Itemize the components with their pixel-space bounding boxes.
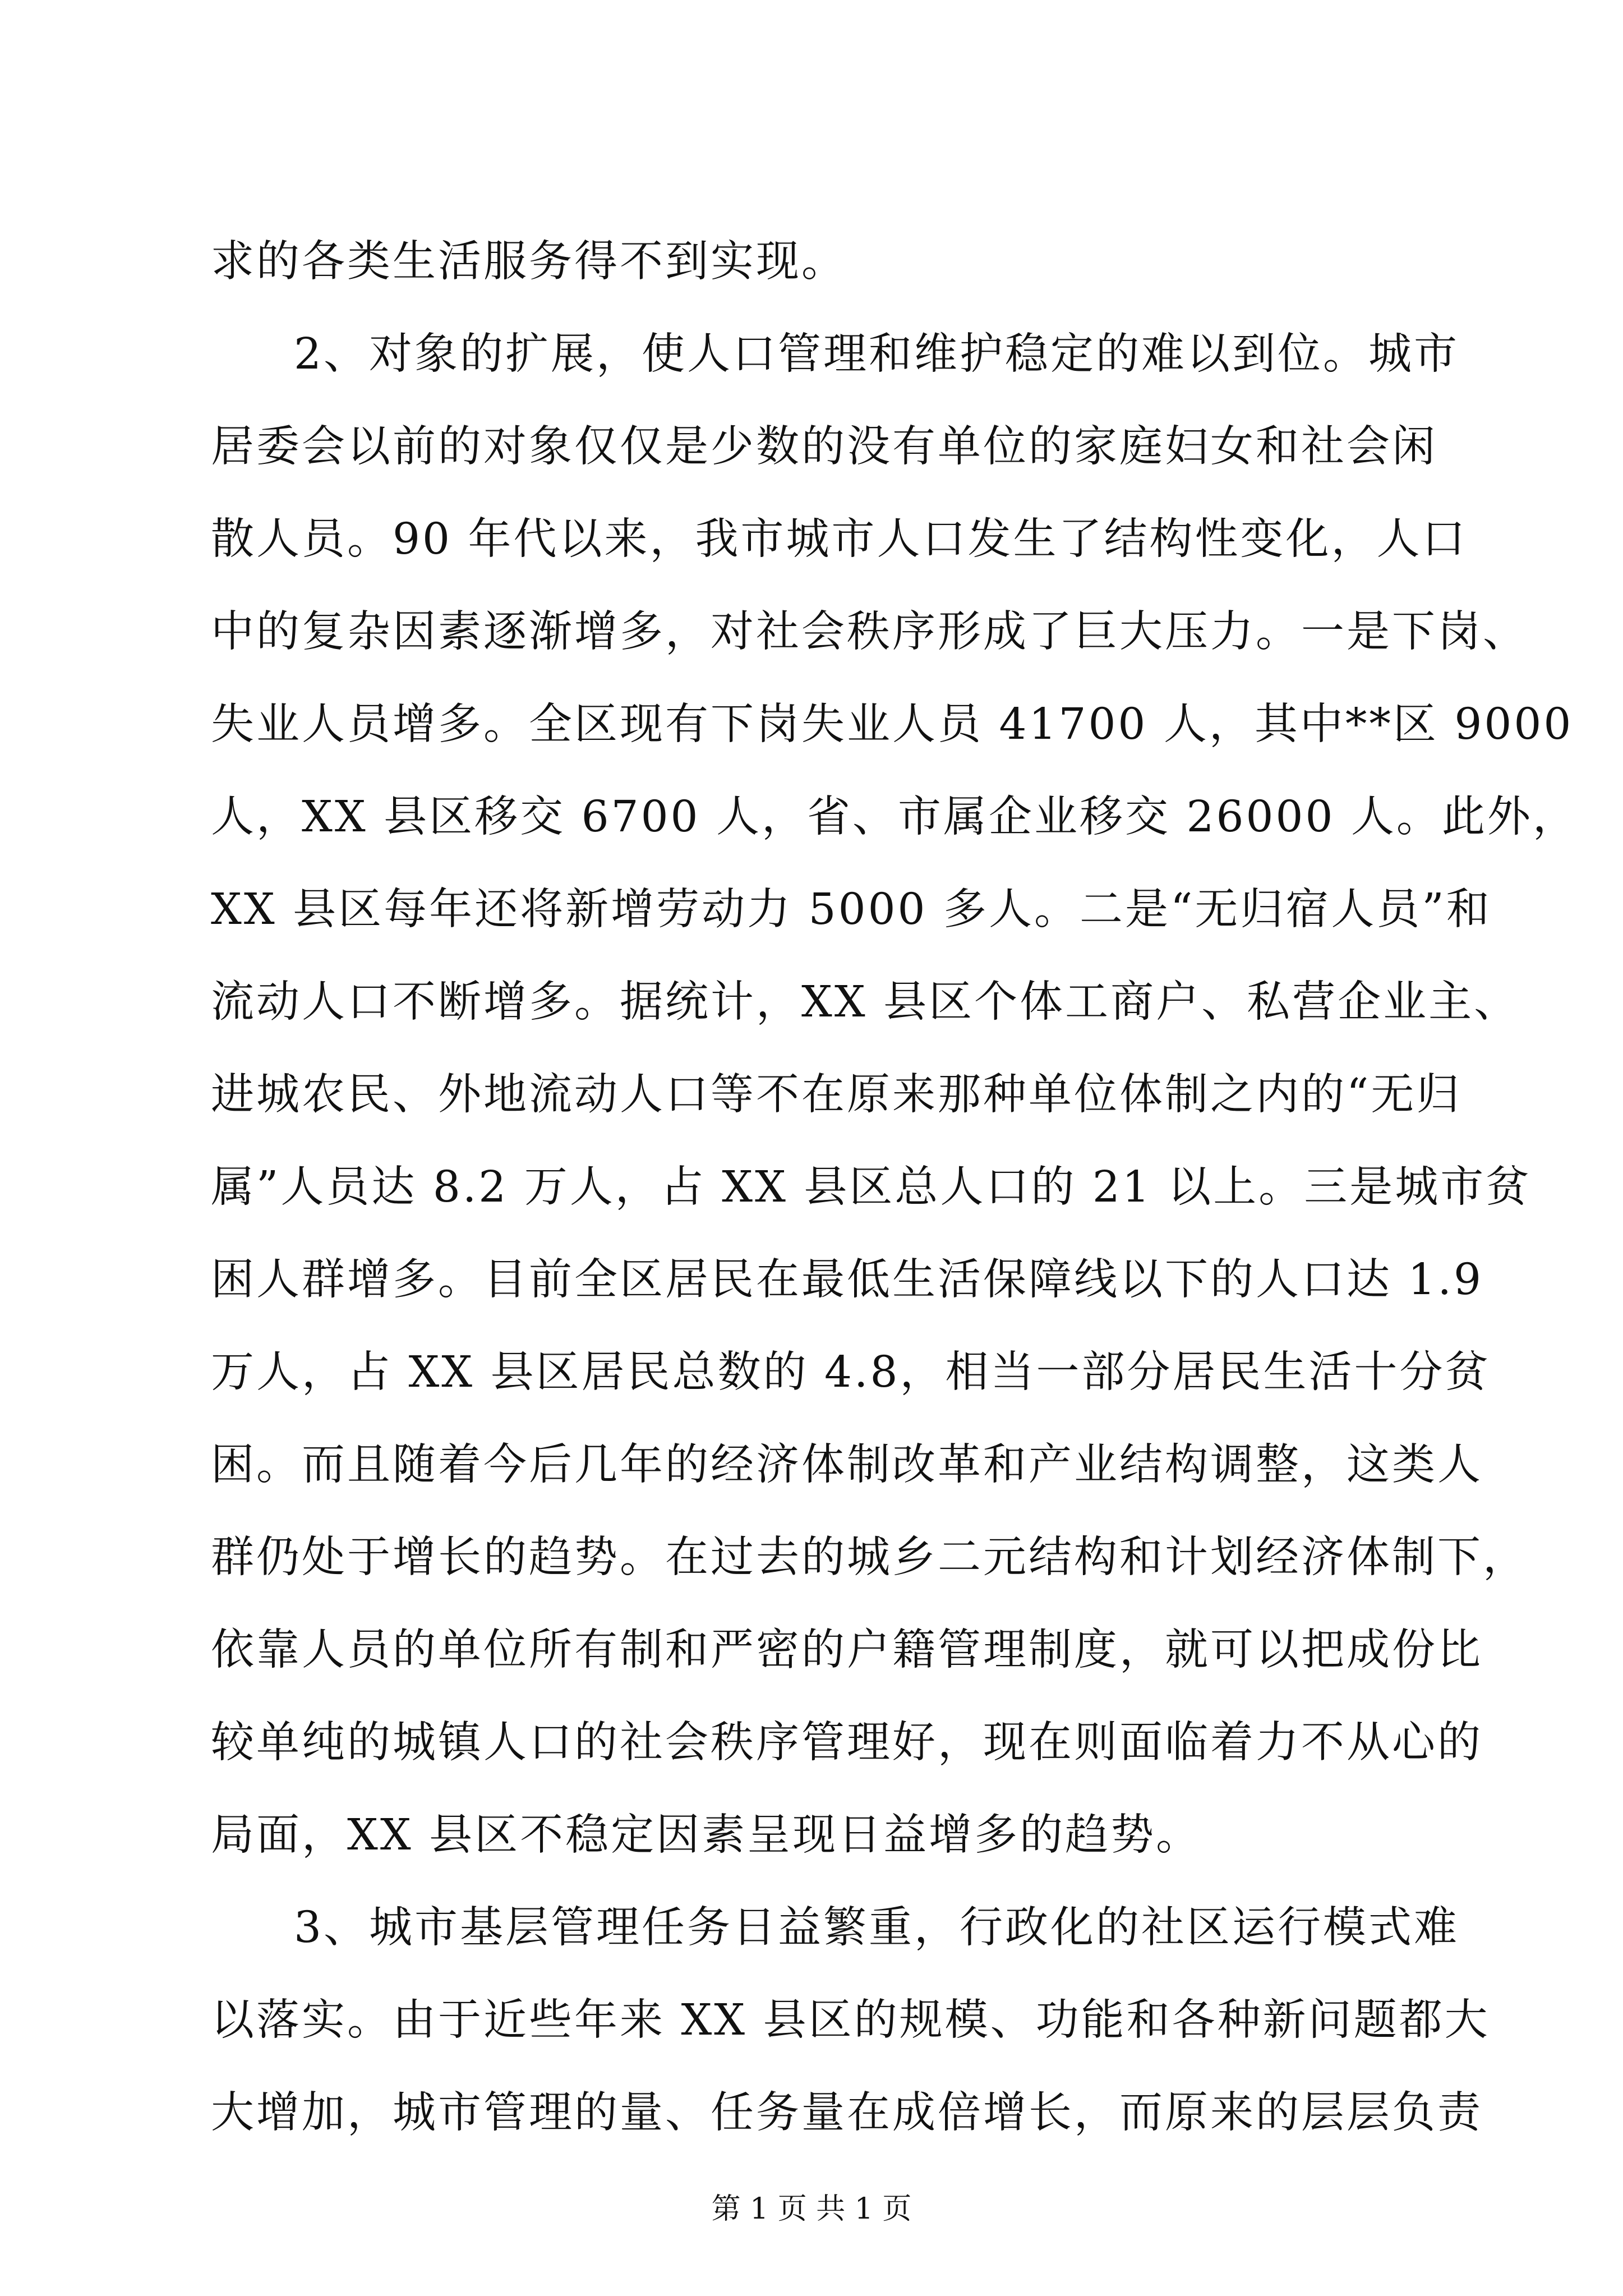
text-line-21: 大增加，城市管理的量、任务量在成倍增长，而原来的层层负责 [211, 2088, 1483, 2138]
text-line-16: 依靠人员的单位所有制和严密的户籍管理制度，就可以把成份比 [211, 1625, 1483, 1675]
text-line-20: 以落实。由于近些年来 XX 县区的规模、功能和各种新问题都大 [211, 1995, 1490, 2045]
text-line-15: 群仍处于增长的趋势。在过去的城乡二元结构和计划经济体制下， [211, 1533, 1528, 1582]
text-line-19: 3、城市基层管理任务日益繁重，行政化的社区运行模式难 [294, 1903, 1459, 1953]
text-line-8: XX 县区每年还将新增劳动力 5000 多人。二是“无归宿人员”和 [211, 885, 1492, 935]
text-line-1: 求的各类生活服务得不到实现。 [211, 237, 847, 287]
text-line-11: 属”人员达 8.2 万人，占 XX 县区总人口的 21 以上。三是城市贫 [211, 1162, 1532, 1212]
text-line-6: 失业人员增多。全区现有下岗失业人员 41700 人，其中**区 9000 [211, 700, 1574, 749]
text-line-12: 困人群增多。目前全区居民在最低生活保障线以下的人口达 1.9 [211, 1255, 1483, 1305]
text-line-3: 居委会以前的对象仅仅是少数的没有单位的家庭妇女和社会闲 [211, 422, 1437, 472]
text-line-4: 散人员。90 年代以来，我市城市人口发生了结构性变化，人口 [211, 514, 1468, 564]
page-footer: 第 1 页 共 1 页 [711, 2192, 912, 2226]
text-line-7: 人，XX 县区移交 6700 人，省、市属企业移交 26000 人。此外， [211, 792, 1578, 842]
text-line-14: 困。而且随着今后几年的经济体制改革和产业结构调整，这类人 [211, 1440, 1483, 1490]
text-line-13: 万人，占 XX 县区居民总数的 4.8，相当一部分居民生活十分贫 [211, 1347, 1491, 1397]
text-line-10: 进城农民、外地流动人口等不在原来那种单位体制之内的“无归 [211, 1070, 1462, 1120]
text-line-18: 局面，XX 县区不稳定因素呈现日益增多的趋势。 [211, 1810, 1202, 1860]
text-line-2: 2、对象的扩展，使人口管理和维护稳定的难以到位。城市 [294, 329, 1459, 379]
text-line-17: 较单纯的城镇人口的社会秩序管理好，现在则面临着力不从心的 [211, 1718, 1483, 1768]
text-line-9: 流动人口不断增多。据统计，XX 县区个体工商户、私营企业主、 [211, 977, 1520, 1027]
text-line-5: 中的复杂因素逐渐增多，对社会秩序形成了巨大压力。一是下岗、 [211, 607, 1528, 657]
